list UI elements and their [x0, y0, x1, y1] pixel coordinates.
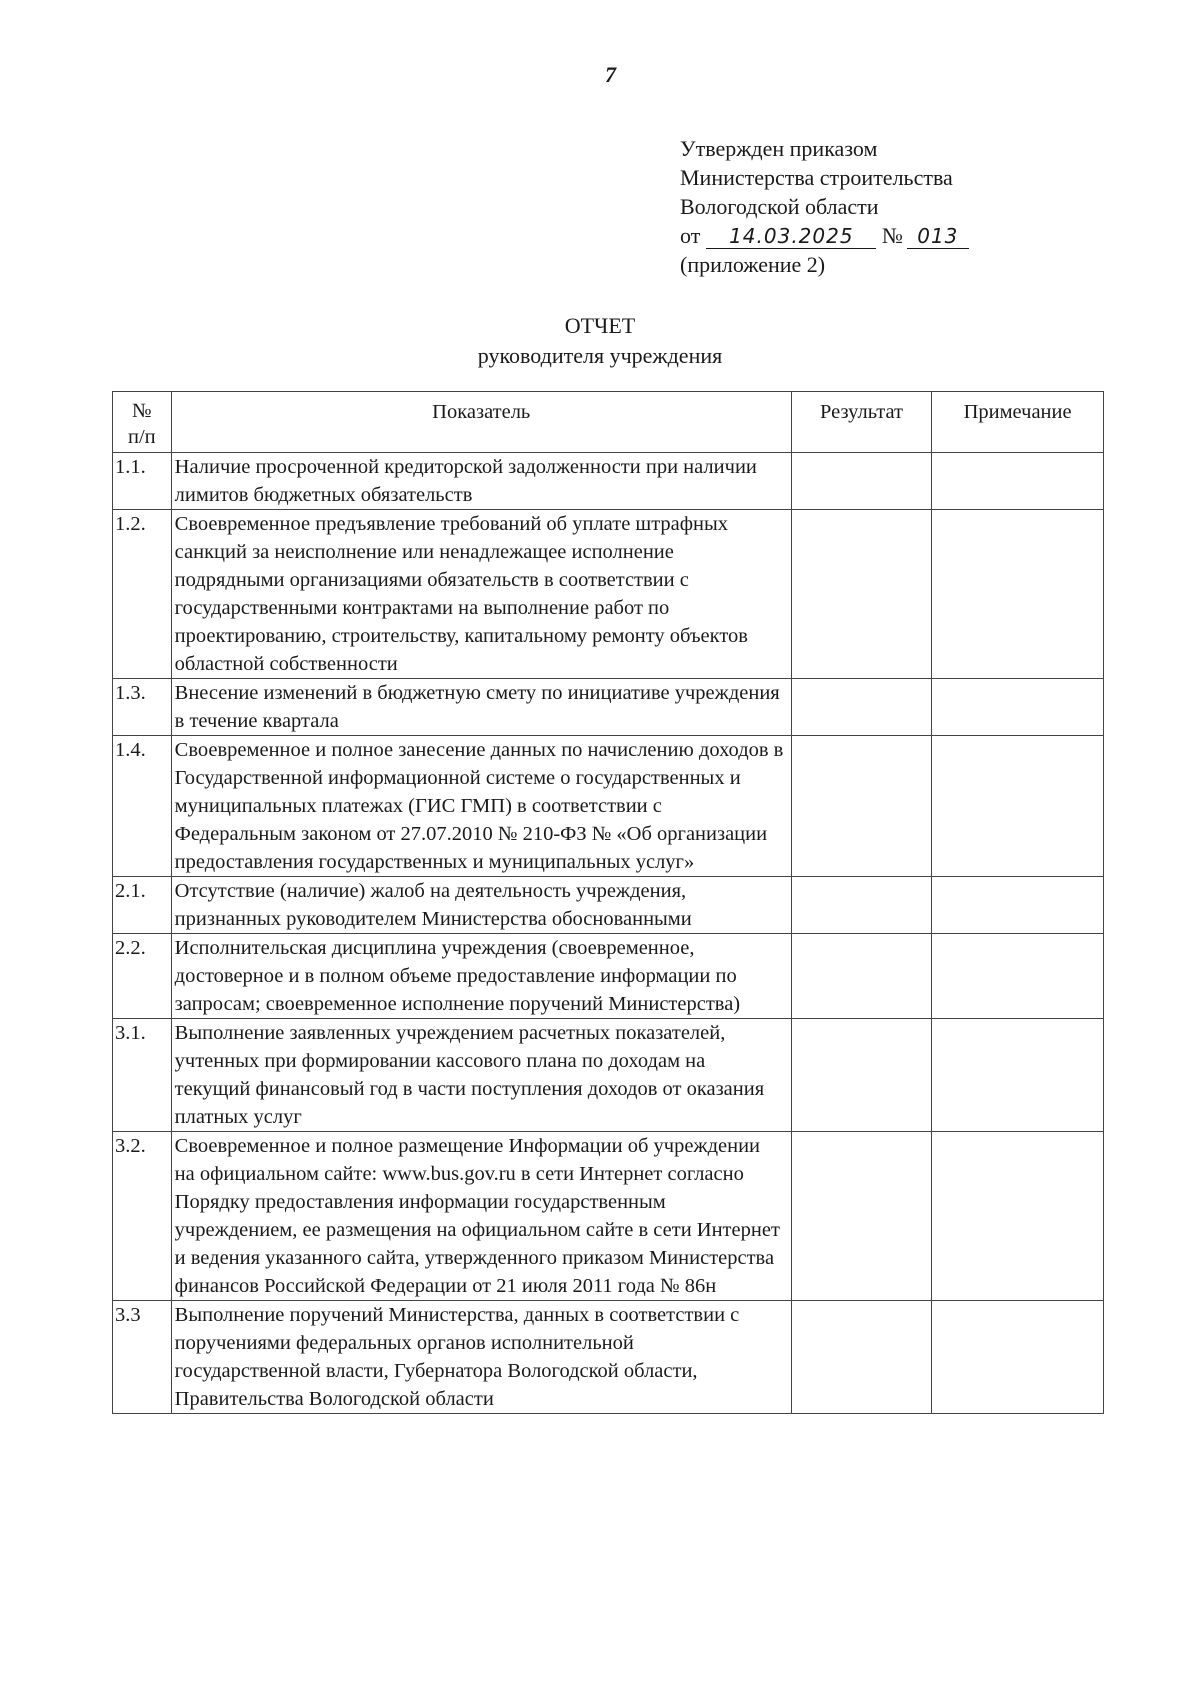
page-number: 7	[605, 62, 616, 87]
row-indicator: Своевременное предъявление требований об уплате штрафных санкций за неисполнение или ненадлежащее исполнение подрядными организациями обязательств в соответствии с государственными контрактами на выполнение работ по проектированию, строительству, капитальному ремонту объектов областной собственности	[171, 510, 791, 679]
table-row	[113, 510, 1104, 679]
row-note-cell	[932, 736, 1104, 877]
approval-line-1: Утвержден приказом	[680, 136, 878, 161]
row-note-cell	[932, 877, 1104, 934]
row-note-cell	[932, 453, 1104, 510]
row-indicator: Отсутствие (наличие) жалоб на деятельность учреждения, признанных руководителем Министерства обоснованными	[171, 877, 791, 934]
row-indicator: Своевременное и полное занесение данных по начислению доходов в Государственной информационной системе о государственных и муниципальных платежах (ГИС ГМП) в соответствии с Федеральным законом от 27.07.2010 № 210-ФЗ № «Об организации предоставления государственных и муниципальных услуг»	[171, 736, 791, 877]
document-subtitle: руководителя учреждения	[477, 343, 723, 368]
table-row	[113, 679, 1104, 736]
table-row	[113, 877, 1104, 934]
row-indicator: Исполнительская дисциплина учреждения (своевременное, достоверное и в полном объеме предоставление информации по запросам; своевременное исполнение поручений Министерства)	[171, 934, 791, 1019]
row-indicator: Выполнение заявленных учреждением расчетных показателей, учтенных при формировании кассового плана по доходам на текущий финансовый год в части поступления доходов от оказания платных услуг	[171, 1019, 791, 1132]
row-note-cell	[932, 1132, 1104, 1301]
row-indicator: Своевременное и полное размещение Информации об учреждении на официальном сайте: www.bus.gov.ru в сети Интернет согласно Порядку предоставления информации государственным учреждением, ее размещения на официальном сайте в сети Интернет и ведения указанного сайта, утвержденного приказом Министерства финансов Российской Федерации от 21 июля 2011 года № 86н	[171, 1132, 791, 1301]
row-number: 2.2.	[113, 934, 172, 1019]
row-result-cell	[791, 1132, 931, 1301]
approval-line-3: Вологодской области	[680, 194, 879, 219]
handwritten-date: 14.03.2025	[706, 224, 876, 249]
table-row	[113, 1132, 1104, 1301]
row-result-cell	[791, 877, 931, 934]
row-result-cell	[791, 934, 931, 1019]
row-note-cell	[932, 1019, 1104, 1132]
row-number: 3.3	[113, 1301, 172, 1414]
row-number: 3.2.	[113, 1132, 172, 1301]
document-title: ОТЧЕТ	[564, 313, 636, 338]
row-result-cell	[791, 510, 931, 679]
report-table	[112, 391, 1104, 1414]
row-indicator: Внесение изменений в бюджетную смету по инициативе учреждения в течение квартала	[171, 679, 791, 736]
table-row	[113, 453, 1104, 510]
row-result-cell	[791, 1019, 931, 1132]
title-block	[0, 311, 1200, 371]
row-number: 1.1.	[113, 453, 172, 510]
header-number-line-2: п/п	[128, 426, 156, 448]
row-note-cell	[932, 679, 1104, 736]
appendix-label: (приложение 2)	[680, 252, 826, 277]
header-number	[113, 392, 172, 453]
approval-date-line	[680, 221, 1010, 250]
table-row	[113, 736, 1104, 877]
from-label: от	[680, 223, 701, 248]
table-row	[113, 1019, 1104, 1132]
row-result-cell	[791, 679, 931, 736]
table-row	[113, 934, 1104, 1019]
number-label: №	[881, 223, 903, 248]
header-result: Результат	[791, 392, 931, 453]
approval-line-2: Министерства строительства	[680, 165, 953, 190]
row-result-cell	[791, 736, 931, 877]
table-row	[113, 1301, 1104, 1414]
header-note: Примечание	[932, 392, 1104, 453]
row-indicator: Выполнение поручений Министерства, данных в соответствии с поручениями федеральных органов исполнительной государственной власти, Губернатора Вологодской области, Правительства Вологодской области	[171, 1301, 791, 1414]
row-result-cell	[791, 453, 931, 510]
row-number: 1.3.	[113, 679, 172, 736]
row-result-cell	[791, 1301, 931, 1414]
row-number: 1.4.	[113, 736, 172, 877]
header-indicator: Показатель	[171, 392, 791, 453]
row-indicator: Наличие просроченной кредиторской задолженности при наличии лимитов бюджетных обязательств	[171, 453, 791, 510]
row-note-cell	[932, 1301, 1104, 1414]
row-number: 3.1.	[113, 1019, 172, 1132]
table-header-row	[113, 392, 1104, 453]
approval-stamp	[680, 134, 1010, 279]
row-note-cell	[932, 510, 1104, 679]
row-number: 2.1.	[113, 877, 172, 934]
header-number-line-1: №	[132, 400, 152, 422]
handwritten-number: 013	[907, 224, 969, 249]
row-number: 1.2.	[113, 510, 172, 679]
row-note-cell	[932, 934, 1104, 1019]
